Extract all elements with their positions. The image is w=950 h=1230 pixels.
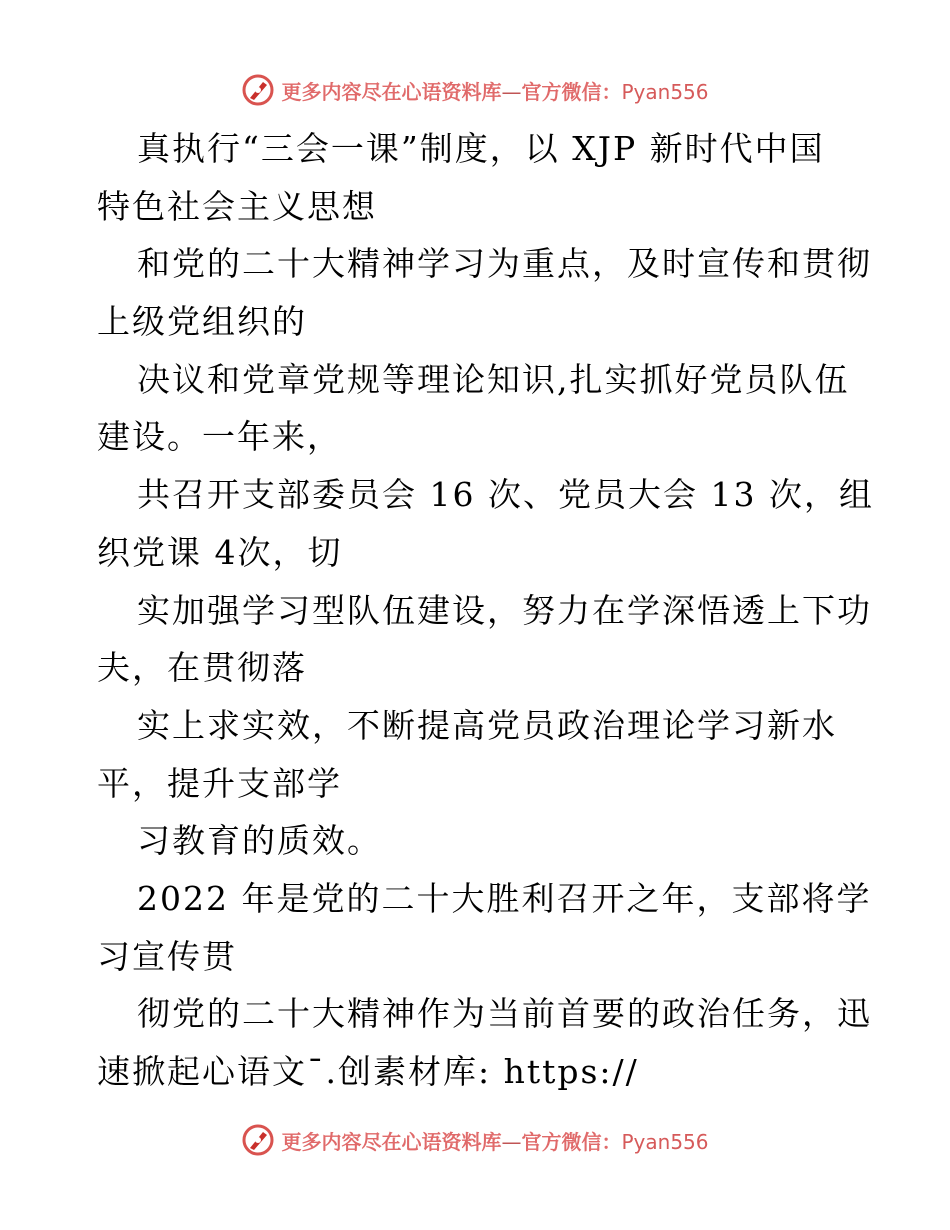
text-line: 速掀起心语文¯.创素材库: https:// <box>97 1052 639 1091</box>
quill-logo-icon <box>241 1123 275 1157</box>
watermark-main: 更多内容尽在心语资料库 <box>281 1129 502 1154</box>
text-line: 实上求实效，不断提高党员政治理论学习新水 <box>137 705 837 745</box>
text-line: 共召开支部委员会 16 次、党员大会 13 次，组 <box>137 475 874 515</box>
watermark-handle: Pyan556 <box>621 79 709 104</box>
text-line: 织党课 4次，切 <box>97 532 343 572</box>
text-line: 上级党组织的 <box>97 302 307 342</box>
document-body <box>97 120 874 1101</box>
text-line: 2022 年是党的二十大胜利召开之年，支部将学 <box>137 878 872 918</box>
watermark-suffix: 官方微信： <box>521 1129 622 1154</box>
watermark-separator: — <box>501 1129 522 1154</box>
text-line: 实加强学习型队伍建设，努力在学深悟透上下功 <box>137 590 872 630</box>
footer-watermark <box>0 1120 950 1160</box>
watermark-suffix: 官方微信： <box>521 79 622 104</box>
text-line: 夫，在贯彻落 <box>97 648 307 688</box>
text-line: 和党的二十大精神学习为重点，及时宣传和贯彻 <box>137 244 872 284</box>
header-watermark <box>0 70 950 110</box>
text-line: 习教育的质效。 <box>137 821 382 861</box>
quill-logo-icon <box>241 73 275 107</box>
watermark-separator: — <box>501 79 522 104</box>
watermark-text <box>281 76 708 105</box>
text-line: 平，提升支部学 <box>97 763 342 803</box>
text-line: 真执行“三会一课”制度，以 XJP 新时代中国 <box>137 129 825 168</box>
text-line: 彻党的二十大精神作为当前首要的政治任务，迅 <box>137 994 872 1034</box>
text-line: 决议和党章党规等理论知识,扎实抓好党员队伍 <box>137 359 850 399</box>
text-line: 习宣传贯 <box>97 936 237 976</box>
watermark-main: 更多内容尽在心语资料库 <box>281 79 502 104</box>
text-line: 建设。一年来， <box>97 417 342 457</box>
watermark-handle: Pyan556 <box>621 1129 709 1154</box>
watermark-text <box>281 1126 708 1155</box>
text-line: 特色社会主义思想 <box>97 186 377 226</box>
